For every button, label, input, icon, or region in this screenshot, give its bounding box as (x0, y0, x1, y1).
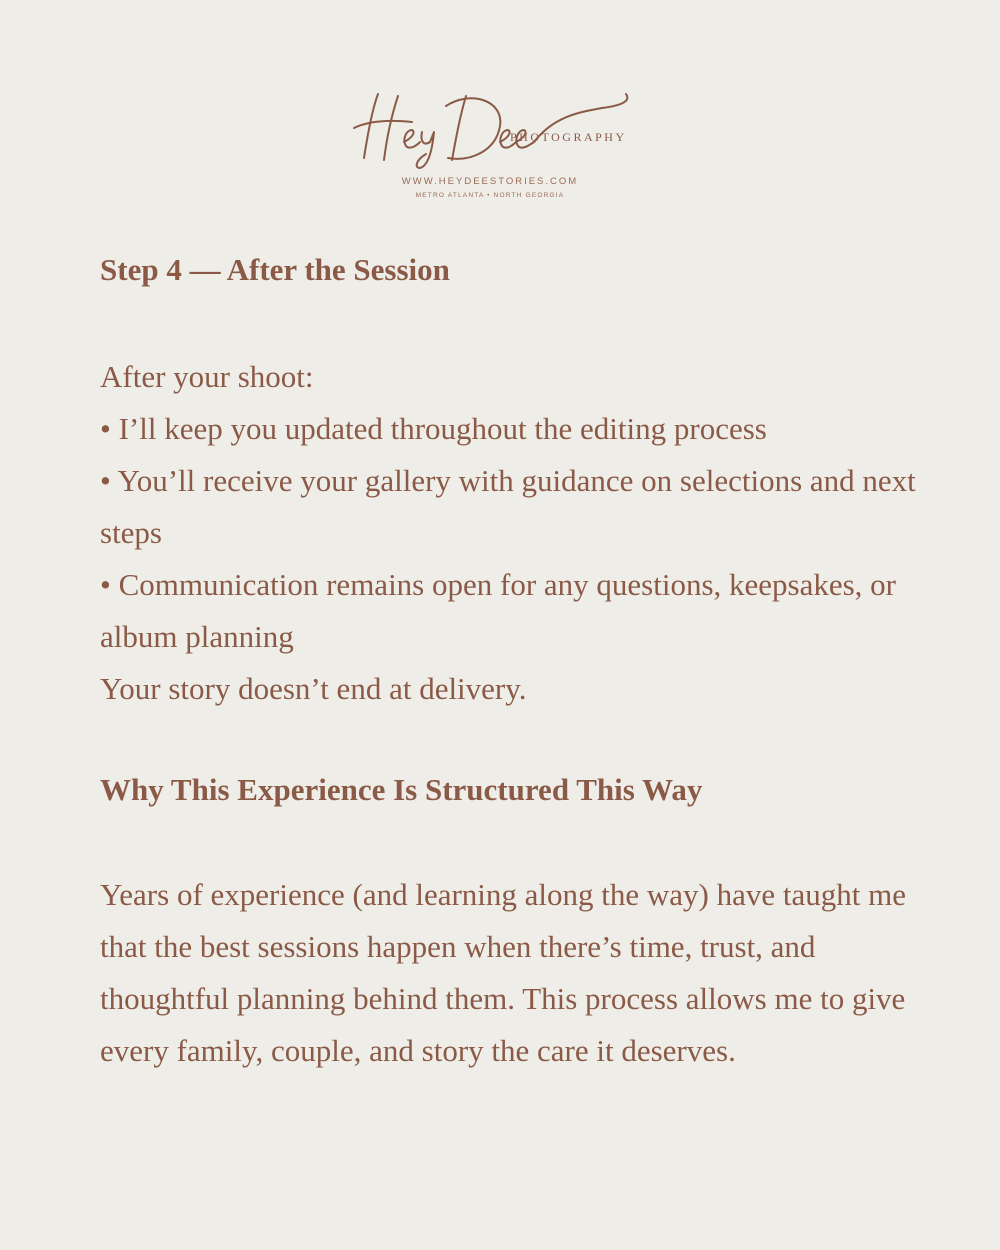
main-content (100, 247, 920, 1077)
location-text: METRO ATLANTA • NORTH GEORGIA (415, 192, 565, 199)
why-heading: Why This Experience Is Structured This Way (100, 772, 703, 807)
why-body: Years of experience (and learning along the way) have taught me that the best sessions happen when there’s time, trust, and thoughtful planning behind them. This process allows me to give every family, couple, and story the care it deserves. (100, 877, 906, 1068)
hey-dee-script-logo (340, 80, 660, 170)
step4-heading: Step 4 — After the Session (100, 252, 450, 287)
step4-bullet-3: • Communication remains open for any questions, keepsakes, or album planning (100, 567, 897, 654)
step4-intro: After your shoot: (100, 359, 314, 394)
logo-subtitle: PHOTOGRAPHY (510, 130, 627, 144)
brand-logo (340, 80, 660, 205)
step4-bullet-1: • I’ll keep you updated throughout the editing process (100, 411, 767, 446)
website-url: WWW.HEYDEESTORIES.COM (401, 176, 579, 187)
step4-bullet-2: • You’ll receive your gallery with guidance on selections and next steps (100, 463, 916, 550)
step4-closing: Your story doesn’t end at delivery. (100, 671, 527, 706)
